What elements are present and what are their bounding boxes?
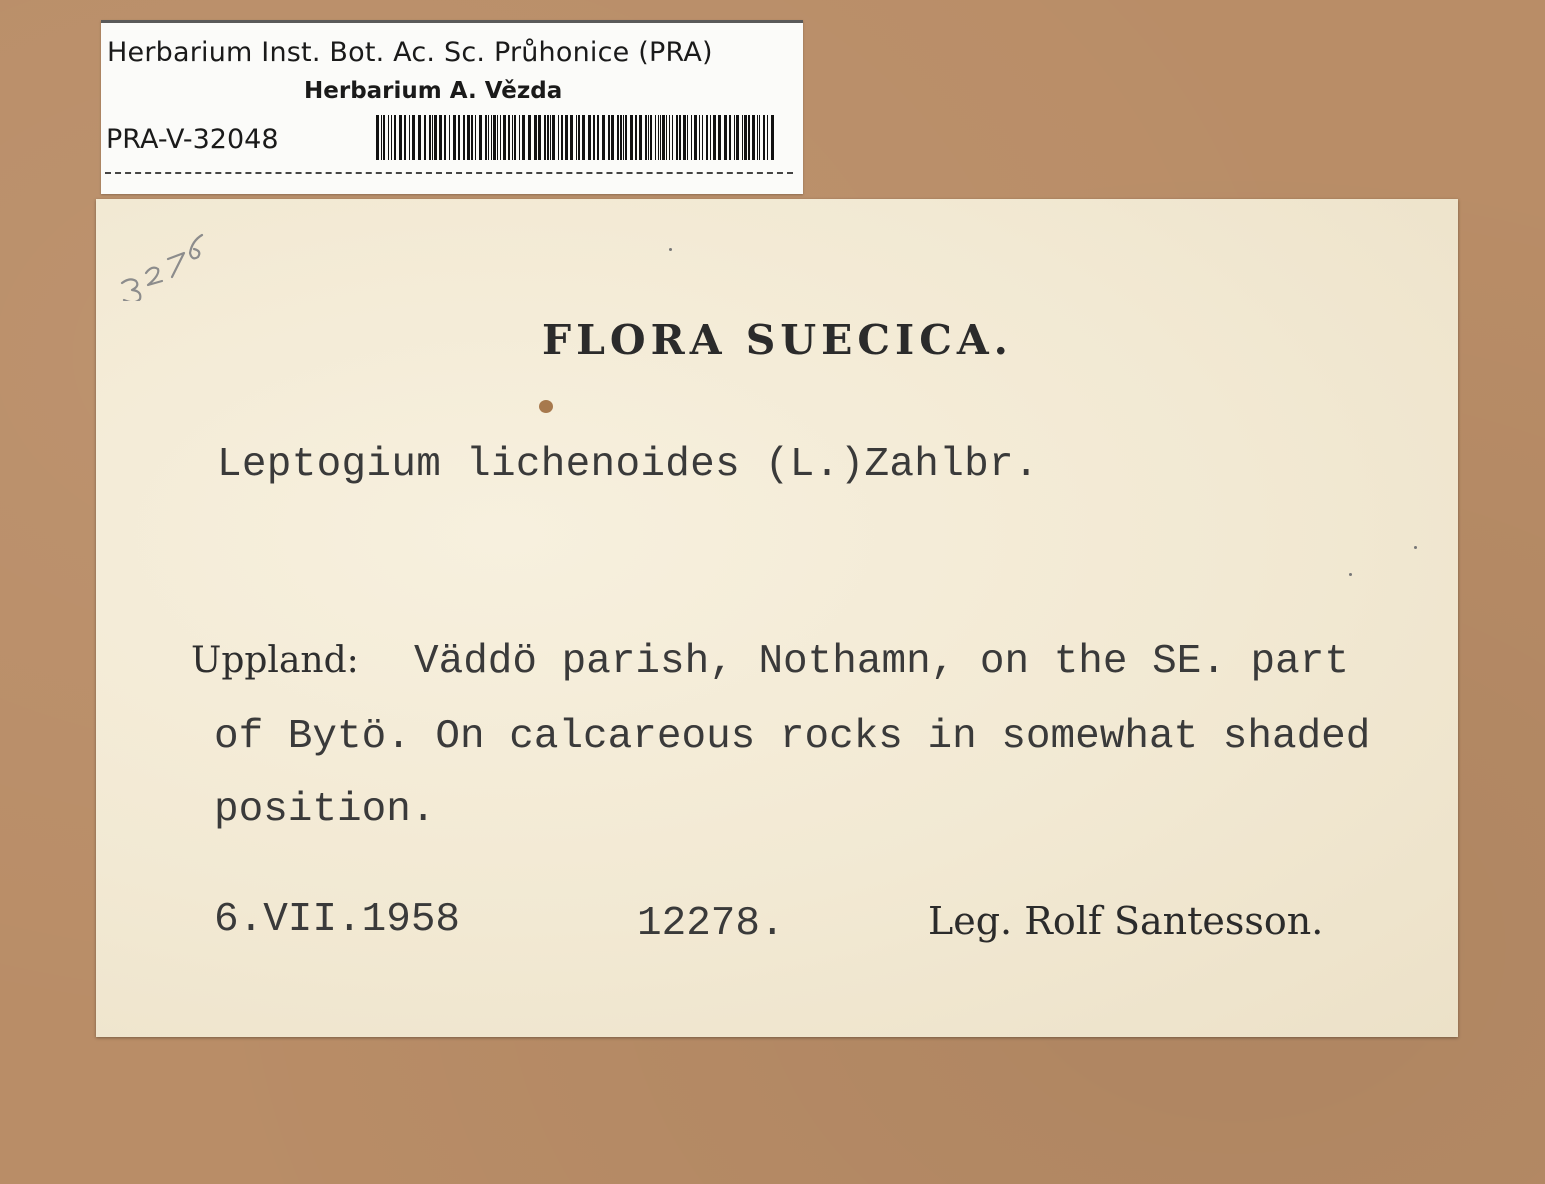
sticker-top-border: [101, 20, 803, 23]
barcode-bar: [383, 115, 385, 160]
locality-line-2: of Bytö. On calcareous rocks in somewhat shaded: [214, 714, 1371, 760]
barcode-bar: [683, 115, 686, 160]
barcode-bar: [771, 115, 774, 160]
barcode-bar: [388, 115, 389, 160]
barcode-bar: [757, 115, 758, 160]
locality-line-3: position.: [214, 787, 436, 833]
barcode-bar: [570, 115, 573, 160]
barcode-bar: [752, 115, 755, 160]
barcode-bar: [729, 115, 731, 160]
paper-dot: [1349, 573, 1352, 576]
barcode-bar: [660, 115, 661, 160]
barcode-bar: [588, 115, 591, 160]
locality-line-1: Väddö parish, Nothamn, on the SE. part: [414, 639, 1349, 685]
barcode-bar: [561, 115, 563, 160]
barcode-bar: [702, 115, 703, 160]
barcode-bar: [650, 115, 652, 160]
barcode-bar: [565, 115, 568, 160]
barcode-bar: [706, 115, 708, 160]
collector-name: Leg. Rolf Santesson.: [928, 899, 1324, 943]
barcode-bar: [576, 115, 577, 160]
barcode-bar: [676, 115, 678, 160]
barcode-bar: [608, 115, 610, 160]
barcode-bar: [635, 115, 637, 160]
barcode-bar: [538, 115, 541, 160]
collection-date: 6.VII.1958: [214, 897, 461, 943]
barcode-bar: [508, 115, 510, 160]
barcode-bar: [639, 115, 642, 160]
barcode-bar: [381, 115, 382, 160]
barcode-bar: [519, 115, 520, 160]
paper-stain: [539, 400, 553, 413]
region-label: Uppland:: [191, 640, 359, 681]
barcode-bar: [522, 115, 525, 160]
barcode-bar: [734, 115, 735, 160]
barcode-bar: [376, 115, 379, 160]
barcode-bar: [391, 115, 392, 160]
barcode-bar: [534, 115, 537, 160]
barcode-bar: [736, 115, 739, 160]
specimen-id: PRA-V-32048: [106, 124, 279, 155]
paper-dot: [669, 248, 672, 251]
barcode-bar: [617, 115, 619, 160]
barcode-bar: [432, 115, 433, 160]
barcode-bar: [458, 115, 460, 160]
species-name: Leptogium lichenoides (L.)Zahlbr.: [217, 442, 1039, 488]
barcode-bar: [578, 115, 580, 160]
handwritten-number-mark: [106, 221, 216, 301]
barcode-bar: [475, 115, 476, 160]
barcode-bar: [514, 115, 516, 160]
barcode-bar: [424, 115, 426, 160]
barcode-bar: [602, 115, 605, 160]
barcode-bar: [625, 115, 627, 160]
barcode-bar: [552, 115, 555, 160]
barcode-bar: [718, 115, 721, 160]
barcode-bar: [679, 115, 681, 160]
barcode-bar: [666, 115, 667, 160]
barcode-bar: [488, 115, 489, 160]
barcode-bar: [748, 115, 750, 160]
barcode-icon: [376, 115, 774, 160]
barcode-bar: [512, 115, 513, 160]
barcode-bar: [471, 115, 473, 160]
barcode-bar: [713, 115, 716, 160]
barcode-bar: [547, 115, 549, 160]
barcode-bar: [658, 115, 659, 160]
barcode-bar: [763, 115, 765, 160]
barcode-bar: [648, 115, 649, 160]
barcode-bar: [394, 115, 396, 160]
specimen-label-card: [96, 199, 1458, 1037]
barcode-bar: [412, 115, 415, 160]
barcode-bar: [429, 115, 431, 160]
barcode-bar: [724, 115, 727, 160]
barcode-bar: [699, 115, 700, 160]
barcode-bar: [582, 115, 585, 160]
barcode-bar: [655, 115, 656, 160]
barcode-bar: [497, 115, 498, 160]
barcode-bar: [404, 115, 406, 160]
collection-number: 12278.: [637, 901, 785, 947]
barcode-bar: [558, 115, 559, 160]
dashed-cut-line: [105, 172, 793, 174]
barcode-bar: [767, 115, 768, 160]
barcode-bar: [623, 115, 624, 160]
barcode-bar: [630, 115, 633, 160]
barcode-bar: [672, 115, 673, 160]
barcode-bar: [409, 115, 410, 160]
barcode-bar: [593, 115, 595, 160]
barcode-bar: [742, 115, 743, 160]
barcode-bar: [759, 115, 760, 160]
barcode-bar: [500, 115, 501, 160]
barcode-bar: [694, 115, 697, 160]
barcode-bar: [485, 115, 487, 160]
barcode-bar: [399, 115, 402, 160]
institution-name: Herbarium Inst. Bot. Ac. Sc. Průhonice (PRA): [107, 37, 713, 68]
barcode-bar: [687, 115, 688, 160]
barcode-bar: [444, 115, 446, 160]
barcode-bar: [491, 115, 492, 160]
barcode-bar: [449, 115, 450, 160]
barcode-bar: [503, 115, 506, 160]
barcode-bar: [662, 115, 665, 160]
barcode-bar: [493, 115, 496, 160]
barcode-bar: [439, 115, 442, 160]
barcode-bar: [544, 115, 546, 160]
barcode-bar: [550, 115, 551, 160]
barcode-bar: [669, 115, 670, 160]
barcode-bar: [744, 115, 747, 160]
barcode-bar: [434, 115, 437, 160]
barcode-bar: [645, 115, 647, 160]
barcode-bar: [597, 115, 599, 160]
barcode-bar: [710, 115, 711, 160]
barcode-bar: [418, 115, 421, 160]
barcode-bar: [453, 115, 456, 160]
barcode-bar: [611, 115, 614, 160]
barcode-bar: [479, 115, 482, 160]
barcode-bar: [467, 115, 470, 160]
barcode-bar: [620, 115, 622, 160]
paper-dot: [1414, 546, 1417, 549]
collection-title: FLORA SUECICA.: [542, 316, 1013, 364]
barcode-bar: [463, 115, 465, 160]
collection-name: Herbarium A. Vězda: [304, 78, 563, 104]
barcode-bar: [528, 115, 531, 160]
barcode-sticker: [101, 20, 803, 194]
barcode-bar: [691, 115, 692, 160]
